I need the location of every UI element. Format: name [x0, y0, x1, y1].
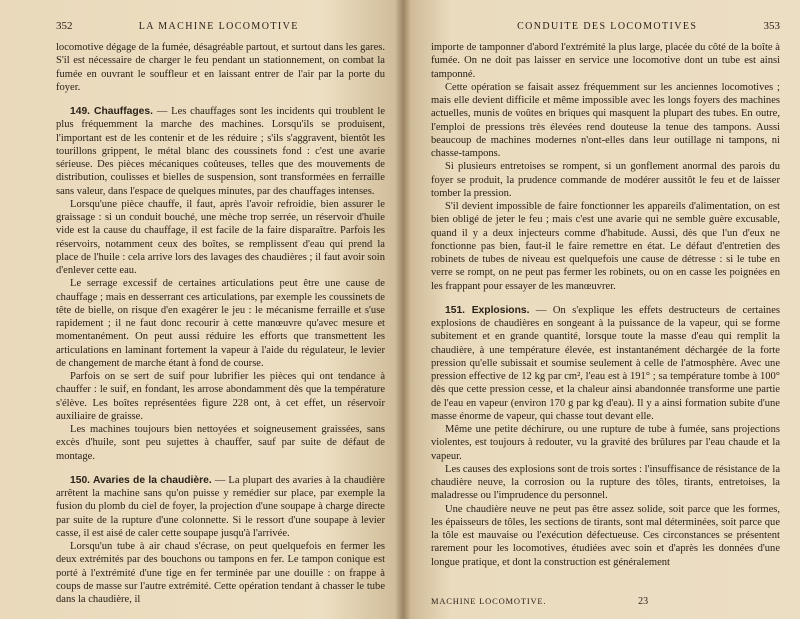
paragraph: Si plusieurs entretoises se rompent, si un gonflement anormal des parois du foyer se produit, la prudence commande de modérer aussitôt le feu et de laisser tomber la pression. [431, 161, 780, 199]
paragraph: importe de tamponner d'abord l'extrémité la plus large, placée du côté de la boîte à fumée. On ne doit pas laisser en service une locomotive dont un tube est ainsi tamponné. [431, 42, 780, 80]
right-page [403, 0, 800, 619]
paragraph-text: — Les chauffages sont les incidents qui troublent le plus fréquemment la marche des machines. Lorsqu'ils se produisent, l'important est de les contenir et de les réduire ; s'ils s'aggravent, bientôt les tourillons grippent, le métal blanc des coussinets fond : c'est une avarie sérieuse. Des pièces mécaniques coûteuses, telles que des mouvements de distribution, coulisses et bielles de suspension, sont transformées en ferraille sans valeur, dans l'espace de quelques minutes, par des chauffages intenses. [56, 106, 385, 197]
section-150 [56, 474, 385, 540]
paragraph: Lorsqu'une pièce chauffe, il faut, après l'avoir refroidie, bien assurer le graissage : si un conduit bouché, une mèche trop serrée, un réservoir d'huile vide est la cause du chauffage, il est facile de la faire disparaître. Parfois les réservoirs, notamment ceux des boîtes, se remplissent d'eau qui prend la place de l'huile : cela arrive lors des lavages des chaudières ; il faut avoir soin d'enlever cette eau. [56, 198, 385, 276]
right-page-footer [431, 596, 780, 607]
left-running-head [56, 20, 385, 32]
right-page-number: 353 [763, 20, 780, 32]
paragraph: Les machines toujours bien nettoyées et soigneusement graissées, sans excès d'huile, sont peu sujettes à chauffer, sauf par suite de défaut de montage. [56, 424, 385, 462]
paragraph: Parfois on se sert de suif pour lubrifier les pièces qui ont tendance à chauffer : le suif, en fondant, les arrose abondamment dès que la température s'élève. Les boîtes représentées figure 228 ont, à cet effet, un réservoir auxiliaire de graisse. [56, 371, 385, 422]
paragraph-text: — On s'explique les effets destructeurs de certaines explosions de chaudières en songeant à la puissance de la vapeur, qui se forme subitement et en grande quantité, lorsque toute la masse d'eau qui remplit la chaudière, à une température élevée, est instantanément déchargée de la forte pression qu'elle subissait et soumise seulement à celle de l'atmosphère. Avec une pression effective de 12 kg par cm², l'eau est à 191° ; sa température tombe à 100° dès que cette pression cesse, et la chaleur ainsi abandonnée transforme une partie de l'eau en vapeur (environ 170 g par kg d'eau). Il y a ainsi formation subite d'une masse énorme de vapeur, qui chasse tout devant elle. [431, 304, 780, 422]
paragraph: Le serrage excessif de certaines articulations peut être une cause de chauffage ; mais en desserrant ces articulations, par exemple les coussinets de tête de bielle, on risque d'en exagérer le jeu : le mécanisme ferraille et s'use rapidement ; il ne faut donc recourir à cette manœuvre qu'avec mesure et momentanément. On peut aussi réduire les efforts que transmettent les articulations en laminant fortement la vapeur à l'aide du régulateur, le levier de changement de marche étant à fond de course. [56, 278, 385, 369]
left-running-title: LA MACHINE LOCOMOTIVE [138, 21, 299, 32]
paragraph: S'il devient impossible de faire fonctionner les appareils d'alimentation, on est bien obligé de jeter le feu ; mais c'est une avarie qui ne semble guère excusable, quand il y a deux injecteurs comme d'habitude. Aussi, dès que l'un d'eux ne fonctionne pas bien, faut-il le faire remettre en état. Le défaut d'entretien des robinets de tubes de niveau est quelquefois une cause de détresse : si le tube en verre se rompt, on ne peut pas fermer les robinets, ou on en casse les poignées en les frappant pour essayer de les manœuvrer. [431, 201, 780, 292]
paragraph: Même une petite déchirure, ou une rupture de tube à fumée, sans projections violentes, est toujours à redouter, vu la gravité des brûlures par l'eau chaude et la vapeur. [431, 424, 780, 462]
section-title: 149. Chauffages. [70, 106, 153, 117]
left-page-body [56, 41, 385, 606]
section-title: 151. Explosions. [445, 304, 530, 316]
right-running-title: CONDUITE DES LOCOMOTIVES [517, 21, 698, 32]
footer-title: MACHINE LOCOMOTIVE. [431, 596, 547, 606]
signature-mark: 23 [638, 596, 649, 607]
right-running-head [431, 20, 780, 32]
paragraph: Lorsqu'un tube à air chaud s'écrase, on peut quelquefois en fermer les deux extrémités par des bouchons ou tampons en fer. Le tampon conique est porté à l'extrémité d'une tige en fer terminée par une douille : on frappe à coups de masse sur l'autre extrémité. Cette opération tendant à chasser le tube dans la chaudière, il [56, 541, 385, 605]
book-gutter [395, 0, 411, 619]
section-title: 150. Avaries de la chaudière. [70, 474, 212, 486]
paragraph: locomotive dégage de la fumée, désagréable partout, et surtout dans les gares. S'il est nécessaire de charger le feu pendant un stationnement, on combat la fumée en ouvrant le souffleur et en laissant entrer de l'air par la porte du foyer. [56, 42, 385, 93]
section-149 [56, 105, 385, 198]
paragraph: Une chaudière neuve ne peut pas être assez solide, soit parce que les formes, les épaisseurs de tôles, les sections de tirants, sont mal déterminées, soit parce que la tôle est mauvaise ou l'exécution défectueuse. Ces circonstances se présentent rarement pour les locomotives, étudiées avec soin et d'après les données d'une longue pratique, et dont la construction est généralement [431, 503, 780, 568]
right-page-body [431, 41, 780, 569]
paragraph: Les causes des explosions sont de trois sortes : l'insuffisance de résistance de la chaudière neuve, la corrosion ou la rupture des tôles, tirants, entretoises, la maladresse ou l'imprudence du personnel. [431, 463, 780, 502]
paragraph: Cette opération se faisait assez fréquemment sur les anciennes locomotives ; mais elle devient difficile et même impossible avec les longs foyers des machines actuelles, munis de voûtes en briques qui masquent la plupart des tubes. En outre, l'emploi de pressions très élevées rend douteuse la tenue des tampons. Aussi beaucoup de machines modernes n'ont-elles dans leur outillage ni tampons, ni chasse-tampons. [431, 81, 780, 159]
left-page-number: 352 [56, 20, 73, 32]
paragraph-text: — La plupart des avaries à la chaudière arrêtent la machine sans qu'on puisse y remédier sur place, par exemple la fusion du plomb du ciel de foyer, la projection d'une soupape à charge directe par suite de la rupture d'une colonnette. Si le ressort d'une soupape à levier casse, il est aisé de caler cette soupape jusqu'à l'arrivée. [56, 474, 385, 539]
section-151 [431, 304, 780, 423]
